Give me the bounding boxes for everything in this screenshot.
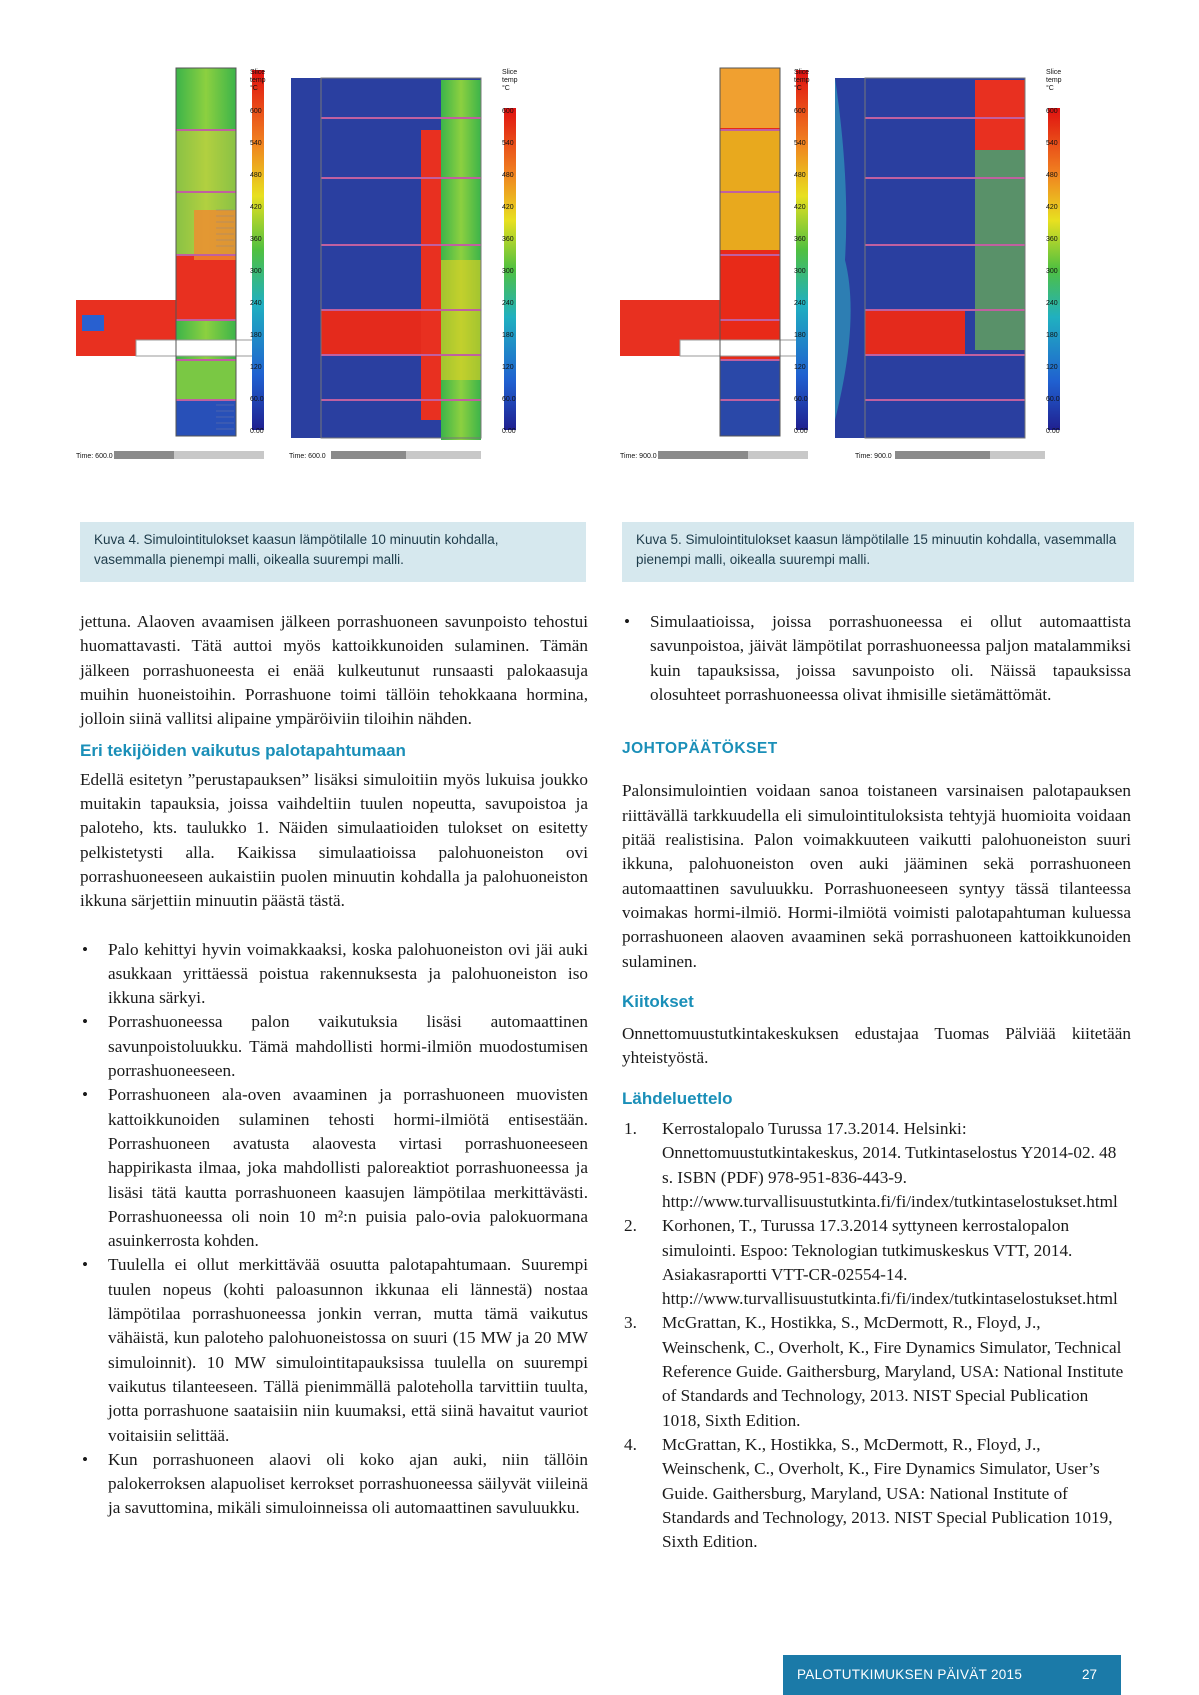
- tick-label: 300: [502, 268, 514, 275]
- legend-title: Slice: [250, 69, 266, 76]
- bullet-item: • Simulaatioissa, joissa porrashuoneessa ei ollut automaattista savunpoistoa, jäivät lämpötilat porrashuoneessa paljon matalammiksi kuin tapauksissa, joissa savunpoisto oli. Näissä tapauksissa olosuhteet porrashuoneessa olivat ihmisille sietämättömät.: [622, 610, 1131, 707]
- tick-label: 420: [250, 204, 262, 211]
- reference-item: [622, 1433, 1131, 1554]
- tick-label: 0.00: [502, 428, 516, 435]
- intro-paragraph: jettuna. Alaoven avaamisen jälkeen porrashuoneen savunpoisto tehostui huomattavasti. Tätä auttoi myös kattoikkunoiden sulaminen. Tämän jälkeen porrashuoneesta ei enää kulkeutunut runsaasti palokaasuja muihin huoneistoihin. Porrashuone toimi tällöin tehokkaana hormina, jolloin siinä vallitsi alipaine ympäröiviin tiloihin nähden.: [80, 612, 588, 729]
- reference-list: [622, 1117, 1131, 1554]
- tick-label: 360: [502, 236, 514, 243]
- thanks-paragraph: Onnettomuustutkintakeskuksen edustajaa Tuomas Pälviää kiitetään yhteistyöstä.: [622, 1024, 1131, 1068]
- bullet-item: • Tuulella ei ollut merkittävää osuutta palotapahtumaan. Suurempi tuulen nopeus (kohti paloasunnon ikkunaa eli lännestä) nostaa lämpötilaa porrashuoneessa jonkin verran, mutta tämä vaikutus vähäistä, kun paloteho palohuoneistossa on suuri (15 MW ja 20 MW simuloinnit). 10 MW simulointitapauksissa tuulella on suurempi vaikutus tilanteeseen. Tällä pienimmällä paloteholla tarvittiin tuulta, jotta porrashuone saataisiin niin kuumaksi, että siinä havaitut vauriot voitaisiin selittää.: [80, 1253, 588, 1447]
- tick-label: 540: [502, 140, 514, 147]
- tick-label: 600: [502, 108, 514, 115]
- tick-label: 240: [250, 300, 262, 307]
- reference-text: Korhonen, T., Turussa 17.3.2014 syttyneen kerrostalopalon simulointi. Espoo: Teknologian tutkimuskeskus VTT, 2014. Asiakasraportti VTT-CR-02554-14. http://www.turvallisuustutkinta.fi/fi/index/tutkintaselostukset.html: [662, 1216, 1118, 1309]
- left-column: [80, 610, 588, 1521]
- section-heading: Eri tekijöiden vaikutus palotapahtumaan: [80, 741, 406, 761]
- tick-label: 360: [250, 236, 262, 243]
- tick-label: 120: [1046, 364, 1058, 371]
- legend-title: Slice: [502, 69, 518, 76]
- tick-label: 540: [250, 140, 262, 147]
- time-label: Time: 600.0: [76, 453, 113, 460]
- tick-label: 420: [1046, 204, 1058, 211]
- page-footer: [783, 1655, 1121, 1695]
- tick-label: 60.0: [794, 396, 808, 403]
- references-heading: Lähdeluettelo: [622, 1088, 733, 1108]
- tick-label: 180: [250, 332, 262, 339]
- reference-text: McGrattan, K., Hostikka, S., McDermott, R., Floyd, J., Weinschenk, C., Overholt, K., Fire Dynamics Simulator, Technical Reference Guide. Gaithersburg, Maryland, USA: National Institute of Standards and Technology, 2013. NIST Special Publication 1018, Sixth Edition.: [662, 1313, 1124, 1430]
- reference-item: [622, 1311, 1131, 1432]
- tick-label: 120: [794, 364, 806, 371]
- bullet-item: • Porrashuoneessa palon vaikutuksia lisäsi automaattinen savunpoistoluukku. Tämä mahdollisti hormi-ilmiön muodostumisen porrashuoneeseen.: [80, 1010, 588, 1083]
- conclusions-paragraph: Palonsimulointien voidaan sanoa toistaneen varsinaisen palotapauksen riittävällä tarkkuudella eli simulointituloksista tehtyjä huomioita voidaan pitää realistisina. Palon voimakkuuteen vaikutti palohuoneiston suuri ikkuna, palohuoneiston oven auki jääminen sekä porrashuoneen automaattinen savuluukku. Porrashuoneeseen syntyy tässä tilanteessa voimakas hormi-ilmiö. Hormi-ilmiötä voimisti palotapahtuman kuluessa porrashuoneen alaoven avaaminen sekä porrashuoneen kattoikkunoiden sulaminen.: [622, 781, 1131, 971]
- page-number: 27: [1081, 1667, 1097, 1682]
- tick-label: 180: [502, 332, 514, 339]
- legend-title: Slice: [794, 69, 810, 76]
- figure-5-simulation: [620, 60, 1130, 500]
- legend-title: °C: [794, 85, 802, 92]
- tick-label: 540: [794, 140, 806, 147]
- tick-label: 60.0: [250, 396, 264, 403]
- reference-item: [622, 1117, 1131, 1214]
- tick-label: 480: [1046, 172, 1058, 179]
- legend-title: °C: [1046, 85, 1054, 92]
- bullet-list: [622, 610, 1131, 707]
- conclusions-heading: JOHTOPÄÄTÖKSET: [622, 740, 778, 758]
- tick-label: 60.0: [502, 396, 516, 403]
- reference-text: Kerrostalopalo Turussa 17.3.2014. Helsinki: Onnettomuustutkintakeskus, 2014. Tutkintaselostus Y2014-02. 48 s. ISBN (PDF) 978-951-836-443-9. http://www.turvallisuustutkinta.fi/fi/index/tutkintaselostukset.html: [662, 1119, 1118, 1211]
- tick-label: 180: [1046, 332, 1058, 339]
- reference-item: [622, 1214, 1131, 1311]
- tick-label: 600: [1046, 108, 1058, 115]
- tick-label: 540: [1046, 140, 1058, 147]
- tick-label: 60.0: [1046, 396, 1060, 403]
- colorbar-left: [252, 70, 264, 430]
- legend-title: Slice: [1046, 69, 1062, 76]
- tick-label: 300: [794, 268, 806, 275]
- figure-4-caption: Kuva 4. Simulointitulokset kaasun lämpötilalle 10 minuutin kohdalla, vasemmalla pienempi malli, oikealla suurempi malli.: [80, 522, 586, 582]
- tick-label: 240: [1046, 300, 1058, 307]
- tick-label: 300: [1046, 268, 1058, 275]
- tick-label: 480: [502, 172, 514, 179]
- tick-label: 0.00: [1046, 428, 1060, 435]
- tick-label: 0.00: [794, 428, 808, 435]
- legend-title: °C: [502, 85, 510, 92]
- tick-label: 600: [250, 108, 262, 115]
- legend-title: temp: [250, 77, 266, 84]
- tick-label: 240: [502, 300, 514, 307]
- tick-label: 0.00: [250, 428, 264, 435]
- bullet-item: • Palo kehittyi hyvin voimakkaaksi, koska palohuoneiston ovi jäi auki asukkaan yrittäessä poistua rakennuksesta ja palohuoneiston iso ikkuna särkyi.: [80, 938, 588, 1011]
- reference-number: 3.: [624, 1313, 637, 1333]
- right-column: [622, 610, 1131, 1554]
- tick-label: 480: [250, 172, 262, 179]
- footer-title: PALOTUTKIMUKSEN PÄIVÄT 2015: [797, 1667, 1023, 1682]
- tick-label: 600: [794, 108, 806, 115]
- tick-label: 120: [502, 364, 514, 371]
- legend-title: °C: [250, 85, 258, 92]
- tick-label: 300: [250, 268, 262, 275]
- tick-label: 240: [794, 300, 806, 307]
- figure-5-caption: Kuva 5. Simulointitulokset kaasun lämpötilalle 15 minuutin kohdalla, vasemmalla pienempi malli, oikealla suurempi malli.: [622, 522, 1134, 582]
- reference-number: 2.: [624, 1216, 637, 1236]
- reference-number: 4.: [624, 1434, 637, 1454]
- figure-4-simulation: [76, 60, 586, 500]
- bullet-list: [80, 938, 588, 1521]
- reference-text: McGrattan, K., Hostikka, S., McDermott, R., Floyd, J., Weinschenk, C., Overholt, K., Fire Dynamics Simulator, User’s Guide. Gaithersburg, Maryland, USA: National Institute of Standards and Technology, 2013. NIST Special Publication 1019, Sixth Edition.: [662, 1434, 1113, 1552]
- tick-label: 360: [794, 236, 806, 243]
- thanks-heading: Kiitokset: [622, 991, 694, 1011]
- bullet-item: • Porrashuoneen ala-oven avaaminen ja porrashuoneen muovisten kattoikkunoiden sulaminen tehosti hormi-ilmiötä entisestään. Porrashuoneen avatusta alaovesta virtasi porrashuoneeseen happirikasta ilmaa, joka mahdollisti paloreaktiot porrashuoneessa ja lisäsi tätä kautta porrashuoneen kaasujen lämpötilaa merkittävästi. Porrashuoneessa oli noin 10 m²:n puisia palo-ovia palokuormana asuinkerrosta kohden.: [80, 1083, 588, 1253]
- time-label: Time: 900.0: [855, 453, 892, 460]
- reference-number: 1.: [624, 1119, 637, 1139]
- legend-title: temp: [502, 77, 518, 84]
- colorbar-left: [796, 70, 808, 430]
- legend-title: temp: [1046, 77, 1062, 84]
- tick-label: 420: [794, 204, 806, 211]
- tick-label: 480: [794, 172, 806, 179]
- bullet-item: • Kun porrashuoneen alaovi oli koko ajan auki, niin tällöin palokerroksen alapuoliset kerrokset porrashuoneessa säilyvät viileinä ja savuttomina, mikäli simuloinneissa oli automaattinen savuluukku.: [80, 1448, 588, 1521]
- legend-title: temp: [794, 77, 810, 84]
- tick-label: 360: [1046, 236, 1058, 243]
- tick-label: 180: [794, 332, 806, 339]
- body-paragraph: Edellä esitetyn ”perustapauksen” lisäksi simuloitiin myös lukuisa joukko muitakin tapauksia, joissa vaihdeltiin tuulen nopeutta, savupoistoa ja paloteho, kts. taulukko 1. Näiden simulaatioiden tulokset on esitetty pelkistetysti alla. Kaikissa simulaatioissa palohuoneiston ovi porrashuoneeseen aukaistiin puolen minuutin kohdalla ja palohuoneiston ikkuna särjettiin minuutin päästä tästä.: [80, 769, 588, 911]
- tick-label: 120: [250, 364, 262, 371]
- time-label: Time: 900.0: [620, 453, 657, 460]
- tick-label: 420: [502, 204, 514, 211]
- time-label: Time: 600.0: [289, 453, 326, 460]
